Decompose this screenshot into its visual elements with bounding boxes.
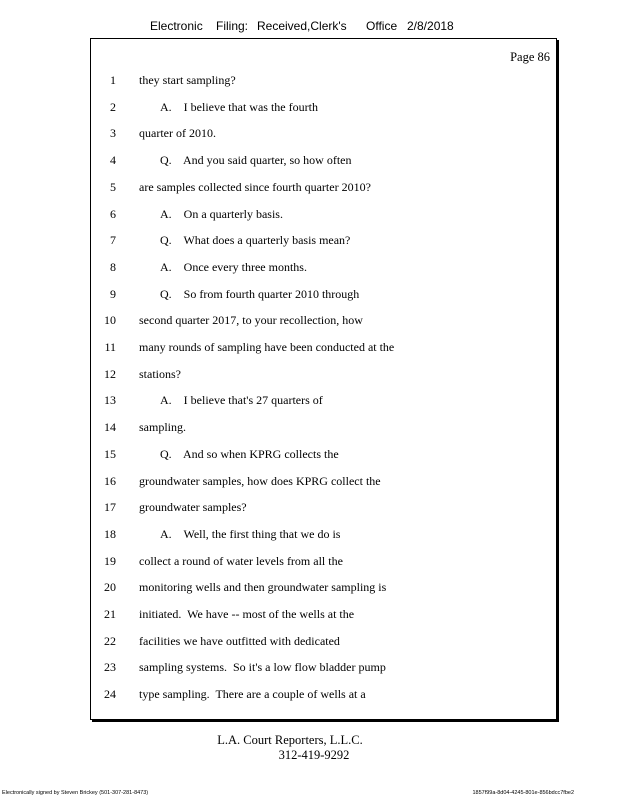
- line-text: Q. So from fourth quarter 2010 through: [160, 286, 360, 301]
- line-text: facilities we have outfitted with dedicated: [139, 633, 340, 648]
- transcript-line: [0, 393, 618, 413]
- line-number: 12: [104, 366, 116, 381]
- line-number: 20: [104, 580, 116, 595]
- transcript-line: [0, 287, 618, 307]
- transcript-line: [0, 367, 618, 387]
- line-number: 9: [110, 286, 116, 301]
- line-number: 5: [110, 179, 116, 194]
- line-number: 7: [110, 233, 116, 248]
- document-hash: 1857f99a-8d04-4245-801e-856bdcc7fbe2: [472, 790, 574, 796]
- line-number: 22: [104, 633, 116, 648]
- line-number: 11: [104, 340, 116, 354]
- line-number: 6: [110, 206, 116, 221]
- transcript-line: [0, 73, 618, 93]
- line-number: 10: [104, 313, 116, 328]
- line-text: sampling.: [139, 420, 186, 435]
- transcript-line: [0, 100, 618, 120]
- line-number: 14: [104, 420, 116, 435]
- transcript-line: [0, 313, 618, 333]
- line-number: 13: [104, 393, 116, 408]
- transcript-line: [0, 500, 618, 520]
- line-text: A. I believe that's 27 quarters of: [160, 393, 323, 408]
- transcript-line: [0, 660, 618, 680]
- transcript-line: [0, 420, 618, 440]
- line-text: A. I believe that was the fourth: [160, 99, 318, 114]
- transcript-line: [0, 340, 618, 360]
- line-text: quarter of 2010.: [139, 126, 216, 141]
- transcript-line: [0, 687, 618, 707]
- transcript-line: [0, 153, 618, 173]
- footer: [150, 733, 430, 763]
- line-text: second quarter 2017, to your recollection, how: [139, 313, 363, 328]
- line-number: 1: [110, 73, 116, 87]
- line-text: are samples collected since fourth quarter 2010?: [139, 179, 371, 194]
- filing-header-electronic: Electronic: [150, 19, 203, 33]
- transcript-line: [0, 527, 618, 547]
- line-number: 24: [104, 687, 116, 702]
- transcript-line: [0, 634, 618, 654]
- line-text: Q. And so when KPRG collects the: [160, 446, 339, 461]
- transcript-line: [0, 233, 618, 253]
- line-text: sampling systems. So it's a low flow bladder pump: [139, 660, 386, 675]
- transcript-line: [0, 260, 618, 280]
- footer-phone: 312-419-9292: [278, 748, 350, 762]
- transcript-line: [0, 126, 618, 146]
- line-number: 3: [110, 126, 116, 141]
- filing-header-filing: Filing:: [216, 19, 249, 33]
- line-number: 4: [110, 153, 116, 168]
- filing-header-date: 2/8/2018: [407, 19, 454, 33]
- line-number: 18: [104, 526, 116, 541]
- line-number: 23: [104, 660, 116, 675]
- line-text: Q. And you said quarter, so how often: [160, 153, 352, 168]
- transcript-line: [0, 580, 618, 600]
- transcript-line: [0, 180, 618, 200]
- line-text: they start sampling?: [139, 73, 236, 87]
- line-text: stations?: [139, 366, 181, 381]
- line-number: 21: [104, 607, 116, 621]
- line-text: groundwater samples, how does KPRG collect the: [139, 473, 381, 488]
- transcript-line: [0, 447, 618, 467]
- line-text: A. On a quarterly basis.: [160, 206, 283, 221]
- line-text: Q. What does a quarterly basis mean?: [160, 233, 351, 248]
- line-number: 16: [104, 473, 116, 488]
- transcript-line: [0, 207, 618, 227]
- transcript-line: [0, 607, 618, 627]
- line-text: monitoring wells and then groundwater sampling is: [139, 580, 387, 595]
- line-number: 17: [104, 500, 116, 515]
- filing-header-office: Office: [366, 19, 398, 33]
- line-text: many rounds of sampling have been conducted at the: [139, 340, 395, 354]
- line-number: 15: [104, 446, 116, 461]
- transcript-line: [0, 554, 618, 574]
- filing-header-received: Received,Clerk's: [257, 19, 347, 33]
- transcript-line: [0, 474, 618, 494]
- line-text: A. Well, the first thing that we do is: [160, 526, 341, 541]
- line-text: collect a round of water levels from all the: [139, 553, 343, 568]
- line-text: groundwater samples?: [139, 500, 247, 515]
- electronic-signature: Electronically signed by Steven Brickey (501-307-281-8473): [2, 790, 149, 796]
- footer-company: L.A. Court Reporters, L.L.C.: [217, 733, 363, 747]
- line-number: 19: [104, 553, 116, 568]
- line-text: type sampling. There are a couple of wells at a: [139, 687, 366, 702]
- page-number: Page 86: [510, 50, 550, 64]
- line-text: initiated. We have -- most of the wells at the: [139, 607, 355, 621]
- line-number: 2: [110, 99, 116, 114]
- line-text: A. Once every three months.: [160, 259, 307, 274]
- line-number: 8: [110, 259, 116, 274]
